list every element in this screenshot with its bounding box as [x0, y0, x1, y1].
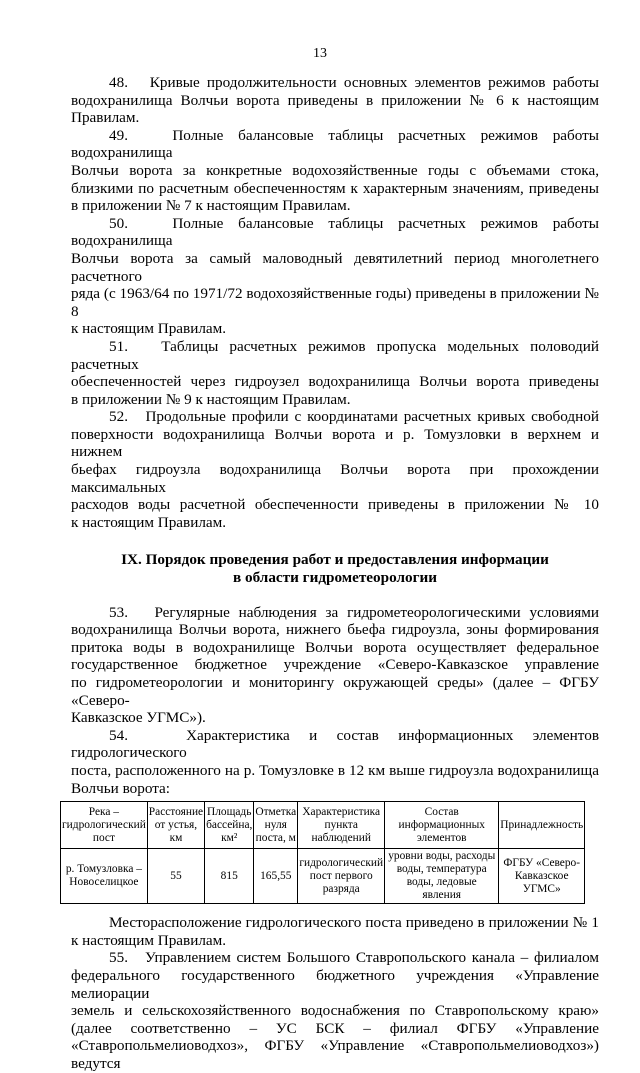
section-heading-line2: в области гидрометеорологии — [233, 569, 437, 587]
table-header-cell: Река – гидрологический пост — [61, 802, 148, 849]
paragraph-line-text: ряда (с 1963/64 по 1971/72 водохозяйственные годы) приведены в приложении № 8 — [71, 285, 599, 320]
paragraph-line-text: расходов воды расчетной обеспеченности приведены в приложении № 10 — [71, 496, 599, 514]
paragraph-line-text: федерального государственного бюджетного учреждения «Управление мелиорации — [71, 966, 599, 1002]
table-cell: 55 — [147, 849, 204, 904]
page-number: 13 — [313, 46, 327, 61]
paragraph-line — [71, 373, 599, 391]
paragraph-line — [71, 92, 599, 127]
paragraph-number: 51. — [109, 337, 128, 355]
paragraph-line-text: (далее соответственно – УС БСК – филиал ФГБУ «Управление — [71, 1019, 599, 1037]
paragraphs-top — [71, 74, 599, 531]
table-header-row — [61, 802, 585, 849]
paragraph-line-text: обеспеченностей через гидроузел водохранилища Волчьи ворота приведены — [71, 373, 599, 391]
paragraph-line — [71, 197, 599, 215]
table-row — [61, 849, 585, 904]
paragraph-line — [71, 74, 599, 92]
table-header-cell: Расстояние от устья, км — [147, 802, 204, 849]
paragraph-line-text: к настоящим Правилам. — [71, 513, 227, 531]
paragraph-line — [71, 674, 599, 709]
paragraph-line-text: поверхности водохранилища Волчьи ворота и р. Томузловки в верхнем и нижнем — [71, 425, 599, 461]
paragraph-line-text: по гидрометеорологии и мониторингу окружающей среды» (далее – ФГБУ «Северо- — [71, 674, 599, 709]
paragraph-line-text: Управлением систем Большого Ставропольского канала – филиалом — [145, 949, 600, 967]
paragraph-number: 49. — [109, 126, 128, 144]
paragraph-line — [71, 604, 599, 622]
paragraph-line — [71, 621, 599, 639]
paragraph-line-text: Регулярные наблюдения за гидрометеорологическими условиями — [154, 603, 599, 621]
table-cell: уровни воды, расходы воды, температура воды, ледовые явления — [385, 849, 499, 904]
paragraph-number: 50. — [109, 214, 128, 232]
paragraph-line — [71, 408, 599, 426]
paragraph-line — [71, 967, 599, 1002]
paragraph-line-text: Кавказское УГМС»). — [71, 709, 206, 727]
document-body — [62, 74, 600, 1073]
paragraph — [71, 914, 599, 949]
paragraph — [71, 215, 599, 338]
paragraph-line — [71, 285, 599, 320]
paragraph-line-text: «Ставропольмелиоводхоз», ФГБУ «Управление «Ставропольмелиоводхоз») ведутся — [71, 1037, 599, 1072]
paragraph-line — [71, 426, 599, 461]
paragraph-line — [71, 1037, 599, 1072]
table-cell: р. Томузловка – Новоселицкое — [61, 849, 148, 904]
paragraph-line — [71, 932, 599, 950]
hydro-post-table-wrap — [60, 801, 599, 904]
paragraph-number: 54. — [109, 726, 128, 744]
table-cell: 815 — [205, 849, 254, 904]
paragraph — [71, 74, 599, 127]
section-heading — [71, 551, 599, 586]
paragraphs-mid — [71, 604, 599, 798]
paragraph-line-text: бьефах гидроузла водохранилища Волчьи ворота при прохождении максимальных — [71, 461, 599, 496]
paragraph-line-text: Кривые продолжительности основных элементов режимов работы — [149, 74, 599, 91]
table-header-cell: Принадлежность — [499, 802, 585, 849]
paragraph-line-text: водохранилища Волчьи ворота, нижнего бьефа гидроузла, зоны формирования — [71, 621, 599, 639]
table-cell: 165,55 — [254, 849, 298, 904]
paragraph-line-text: поста, расположенного на р. Томузловке в 12 км выше гидроузла водохранилища — [71, 761, 599, 779]
hydro-post-table — [60, 801, 585, 904]
paragraph-line — [71, 709, 599, 727]
paragraph-line — [71, 762, 599, 780]
table-header-cell: Отметка нуля поста, м — [254, 802, 298, 849]
paragraph-line-text: в приложении № 9 к настоящим Правилам. — [71, 390, 351, 408]
paragraph-line-text: к настоящим Правилам. — [71, 931, 227, 949]
paragraph — [71, 604, 599, 727]
paragraph-line — [71, 215, 599, 250]
paragraph-line — [71, 127, 599, 162]
paragraph-line-text: притока воды в водохранилище Волчьи ворота осуществляет федеральное — [71, 638, 599, 656]
paragraph-line-text: в приложении № 7 к настоящим Правилам. — [71, 197, 351, 215]
paragraph-number: 55. — [109, 949, 128, 967]
paragraph-line — [71, 180, 599, 198]
paragraph-line-text: Продольные профили с координатами расчетных кривых свободной — [145, 408, 599, 426]
table-header-cell: Характеристика пункта наблюдений — [298, 802, 385, 849]
paragraph-line-text: государственное бюджетное учреждение «Северо-Кавказское управление — [71, 656, 599, 674]
paragraph-line — [71, 162, 599, 180]
paragraph-line-text: земель и сельскохозяйственного водоснабжения по Ставропольскому краю» — [71, 1002, 599, 1020]
paragraph — [71, 727, 599, 797]
paragraph-line — [71, 656, 599, 674]
paragraph-line — [71, 914, 599, 932]
paragraph-line — [71, 514, 599, 532]
paragraph-line — [71, 780, 599, 798]
paragraph-line-text: Таблицы расчетных режимов пропуска модельных половодий расчетных — [71, 337, 599, 373]
paragraph-number: 53. — [109, 603, 128, 621]
table-cell: гидрологический пост первого разряда — [298, 849, 385, 904]
paragraph-line — [71, 320, 599, 338]
paragraphs-bottom — [71, 914, 599, 1072]
paragraph-line-text: Волчьи ворота: — [71, 779, 171, 797]
paragraph-line-text: Характеристика и состав информационных элементов гидрологического — [71, 726, 600, 762]
paragraph-line — [71, 639, 599, 657]
paragraph-line — [71, 949, 599, 967]
paragraph-line — [71, 1002, 599, 1020]
paragraph-line-text: Месторасположение гидрологического поста приведено в приложении № 1 — [109, 914, 599, 932]
section-heading-line1: IX. Порядок проведения работ и предоставления информации — [121, 551, 549, 569]
paragraph-line-text: близкими по расчетным обеспеченностям к характерным значениям, приведены — [71, 179, 599, 197]
paragraph-number: 48. — [109, 74, 128, 91]
table-cell: ФГБУ «Северо-Кавказское УГМС» — [499, 849, 585, 904]
paragraph-line-text: Волчьи ворота за самый маловодный девятилетний период многолетнего расчетного — [71, 249, 599, 285]
paragraph — [71, 338, 599, 408]
paragraph-line-text: водохранилища Волчьи ворота приведены в приложении № 6 к настоящим Правилам. — [71, 91, 599, 127]
paragraph-line — [71, 338, 599, 373]
paragraph-line — [71, 496, 599, 514]
paragraph-line-text: к настоящим Правилам. — [71, 320, 227, 338]
paragraph — [71, 408, 599, 531]
paragraph — [71, 949, 599, 1072]
paragraph-line — [71, 391, 599, 409]
paragraph-line — [71, 727, 599, 762]
table-header-cell: Площадь бассейна, км² — [205, 802, 254, 849]
paragraph-line — [71, 250, 599, 285]
paragraph-number: 52. — [109, 408, 128, 426]
paragraph-line-text: Полные балансовые таблицы расчетных режимов работы водохранилища — [71, 214, 599, 250]
paragraph-line — [71, 1020, 599, 1038]
table-header-cell: Состав информационных элементов — [385, 802, 499, 849]
paragraph-line-text: Полные балансовые таблицы расчетных режимов работы водохранилища — [71, 126, 599, 162]
paragraph-line-text: Волчьи ворота за конкретные водохозяйственные годы с объемами стока, — [71, 161, 599, 179]
paragraph — [71, 127, 599, 215]
paragraph-line — [71, 461, 599, 496]
